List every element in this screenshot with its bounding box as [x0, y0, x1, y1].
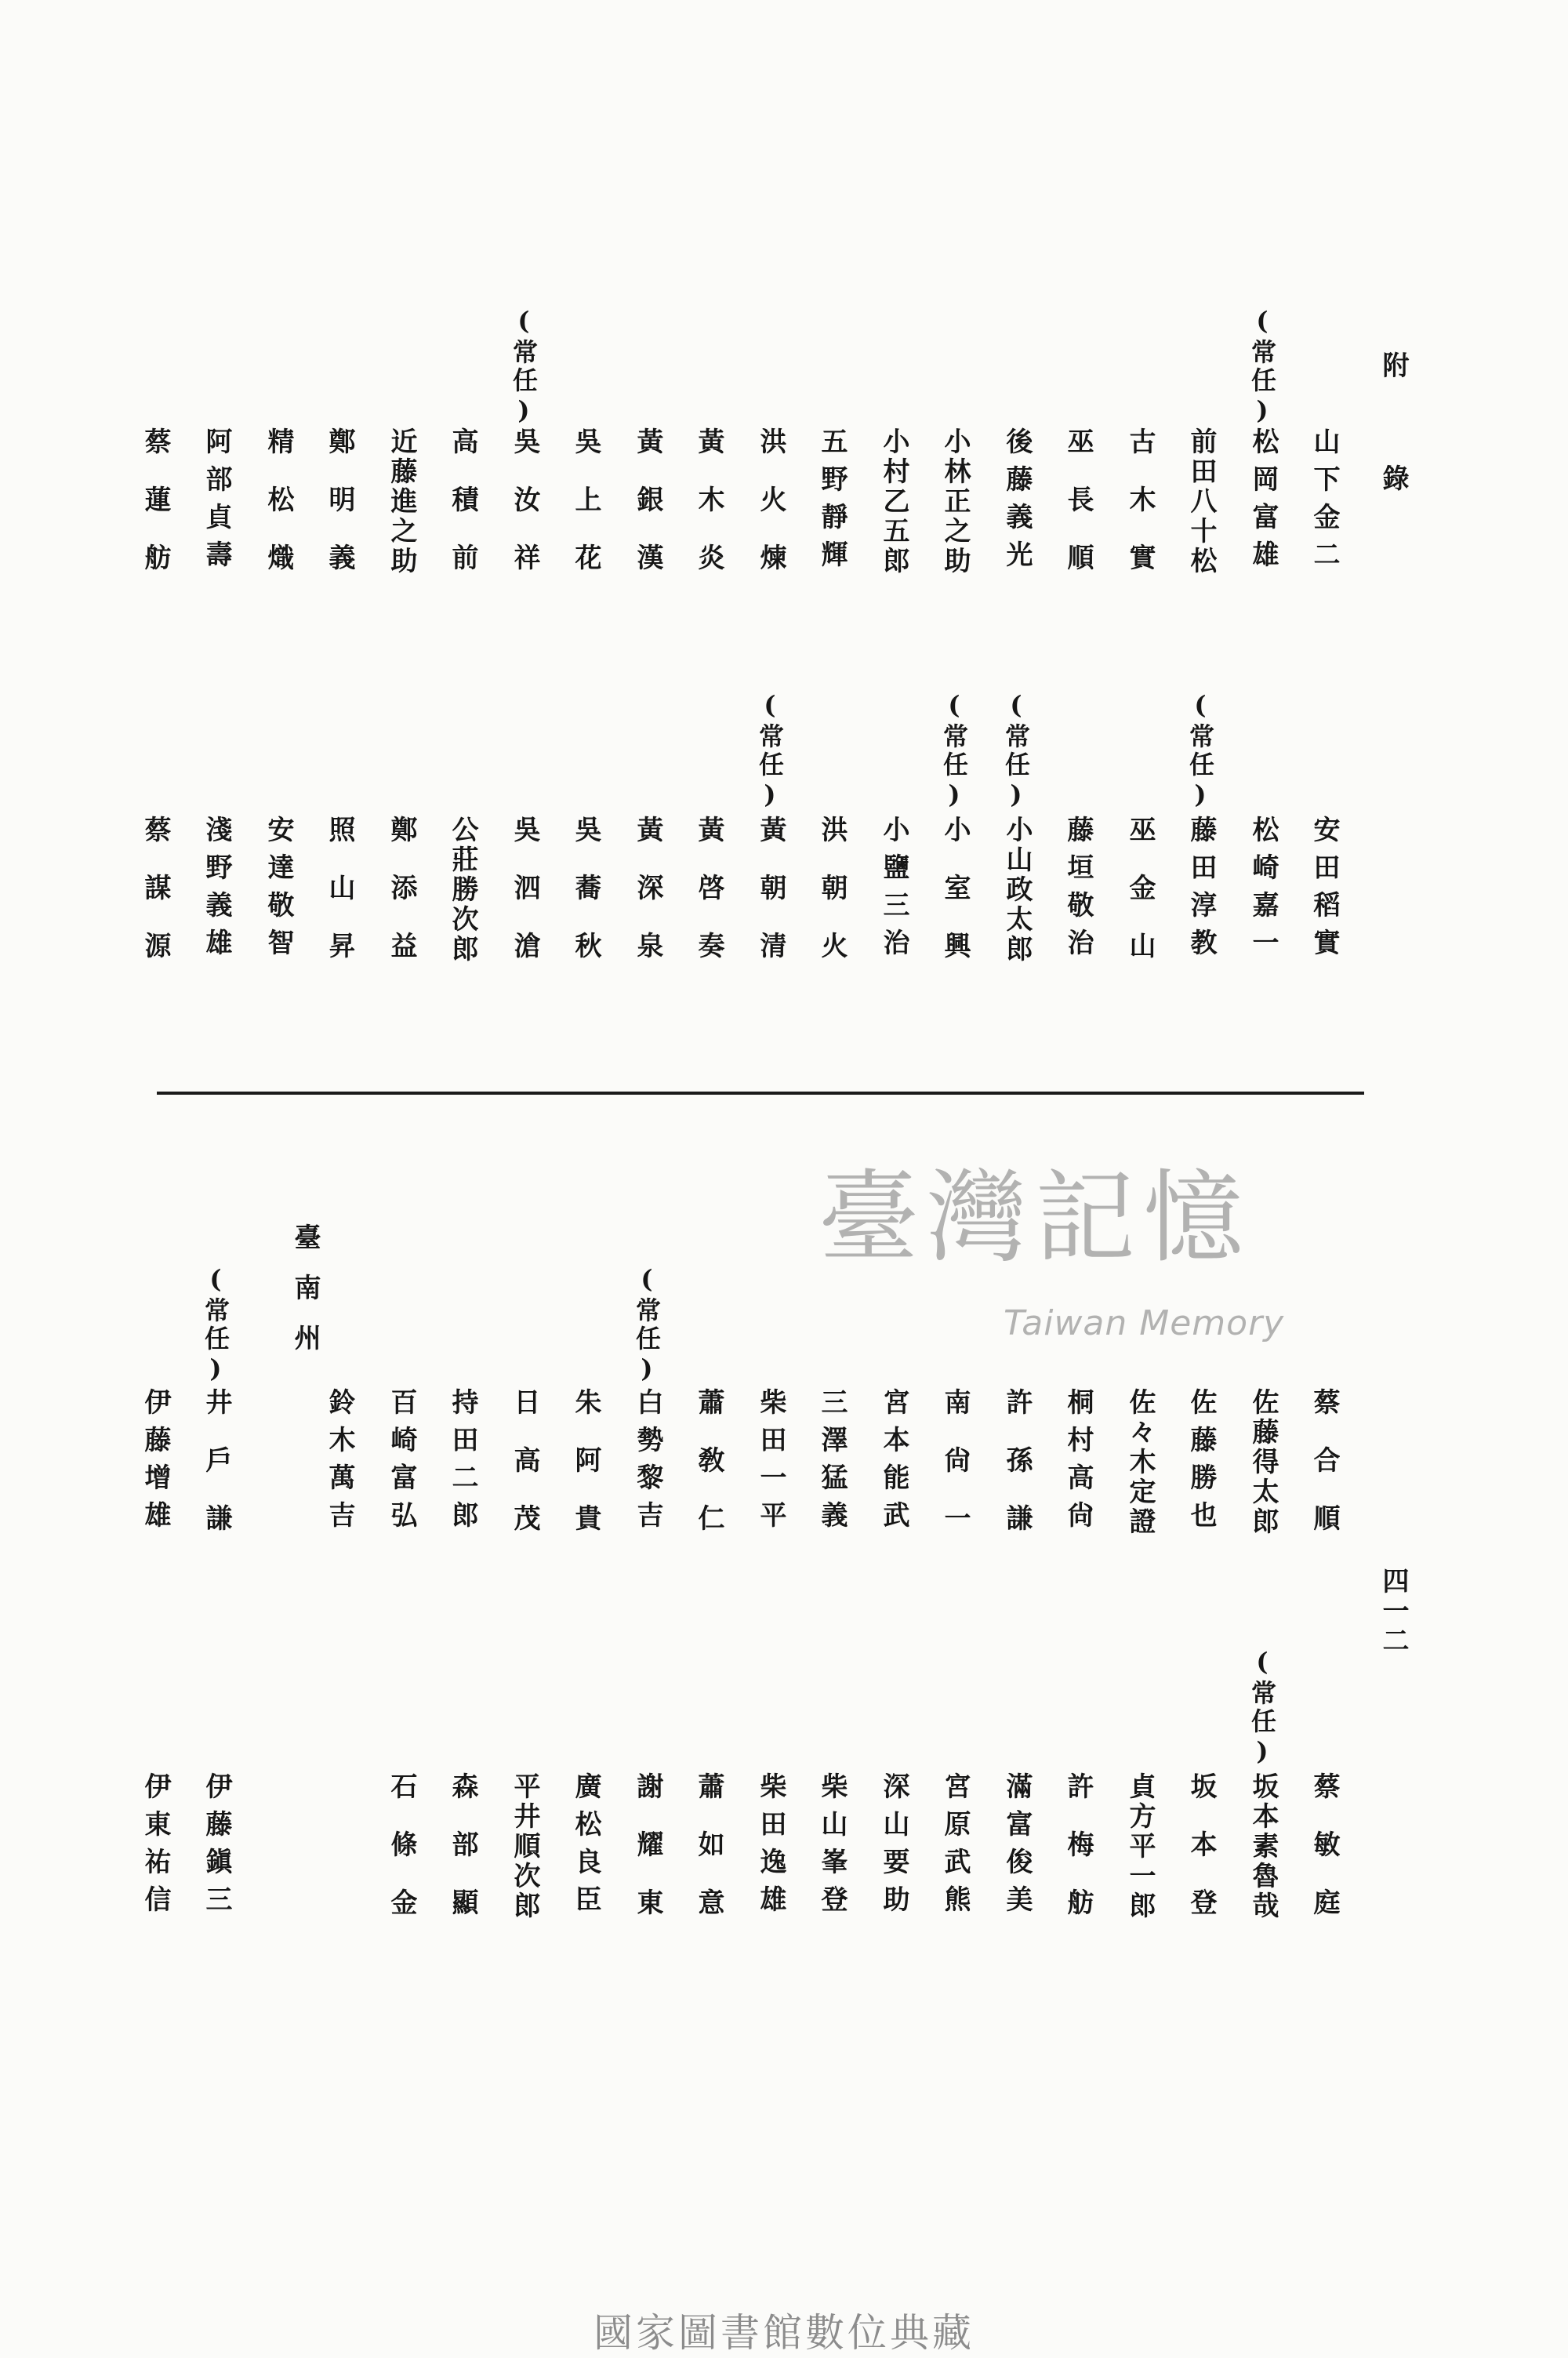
- name-entry: 日高茂: [509, 1388, 540, 1562]
- name-entry: 阿部貞壽: [201, 427, 232, 578]
- name-entry: 照山昇: [324, 816, 355, 990]
- name-entry: 伊藤增雄: [140, 1388, 171, 1539]
- role-note: (常任): [1247, 306, 1277, 428]
- name-entry: 森部顯: [447, 1772, 478, 1946]
- name-entry: 後藤義光: [1001, 427, 1033, 578]
- name-entry: 近藤進之助: [386, 427, 417, 576]
- name-entry: 平井順次郎: [509, 1772, 540, 1921]
- name-entry: 吳汝祥: [509, 427, 540, 601]
- watermark-subtitle: Taiwan Memory: [1004, 1303, 1285, 1343]
- name-entry: 蕭敎仁: [693, 1388, 724, 1562]
- name-entry: 公莊勝次郎: [447, 816, 478, 965]
- name-entry: 許孫謙: [1001, 1388, 1033, 1562]
- name-entry: 廣松良臣: [570, 1772, 601, 1923]
- prefecture-heading: 臺南州: [289, 1223, 321, 1374]
- watermark-title: 臺灣記憶: [818, 1160, 1251, 1277]
- name-entry: 鄭添益: [386, 816, 417, 990]
- name-entry: 洪朝火: [816, 816, 848, 990]
- name-entry: 黃啓奏: [693, 816, 724, 990]
- name-entry: 蕭如意: [693, 1772, 724, 1946]
- name-entry: 持田二郎: [447, 1388, 478, 1539]
- name-entry: 宮原武熊: [939, 1772, 971, 1923]
- name-entry: 松岡富雄: [1247, 427, 1279, 578]
- name-entry: 佐藤勝也: [1185, 1388, 1217, 1539]
- section-divider: [157, 1092, 1364, 1095]
- name-entry: 精松熾: [263, 427, 294, 601]
- name-entry: 南尙一: [939, 1388, 971, 1562]
- role-note: (常任): [1247, 1647, 1277, 1769]
- name-entry: 黃朝清: [755, 816, 786, 990]
- name-entry: 小村乙五郎: [878, 427, 909, 576]
- name-entry: 蔡蓮舫: [140, 427, 171, 601]
- name-entry: 山下金二: [1308, 427, 1340, 578]
- name-entry: 黃銀漢: [632, 427, 663, 601]
- name-entry: 安田稻實: [1308, 816, 1340, 966]
- section-title: 附錄: [1377, 351, 1409, 577]
- name-entry: 古木實: [1124, 427, 1156, 601]
- name-entry: 淺野義雄: [201, 816, 232, 966]
- name-entry: 藤田淳教: [1185, 816, 1217, 966]
- name-entry: 柴田逸雄: [755, 1772, 786, 1923]
- name-entry: 松崎嘉一: [1247, 816, 1279, 966]
- name-entry: 井戶謙: [201, 1388, 232, 1562]
- name-entry: 佐々木定證: [1124, 1388, 1156, 1537]
- name-entry: 三澤猛義: [816, 1388, 848, 1539]
- name-entry: 安達敬智: [263, 816, 294, 966]
- name-entry: 桐村高尙: [1062, 1388, 1094, 1539]
- name-entry: 洪火煉: [755, 427, 786, 601]
- role-note: (常任): [939, 690, 969, 812]
- name-entry: 鄭明義: [324, 427, 355, 601]
- name-entry: 百崎富弘: [386, 1388, 417, 1539]
- name-entry: 佐藤得太郎: [1247, 1388, 1279, 1537]
- name-entry: 深山要助: [878, 1772, 909, 1923]
- name-entry: 小山政太郎: [1001, 816, 1033, 965]
- name-entry: 蔡合順: [1308, 1388, 1340, 1562]
- name-entry: 巫金山: [1124, 816, 1156, 990]
- name-entry: 坂本素魯哉: [1247, 1772, 1279, 1921]
- role-note: (常任): [632, 1264, 662, 1386]
- name-entry: 藤垣敬治: [1062, 816, 1094, 966]
- name-entry: 五野靜輝: [816, 427, 848, 578]
- name-entry: 黃木炎: [693, 427, 724, 601]
- role-note: (常任): [201, 1264, 230, 1386]
- page-number: 四一二: [1377, 1567, 1409, 1656]
- name-entry: 小鹽三治: [878, 816, 909, 966]
- name-entry: 高積前: [447, 427, 478, 601]
- name-entry: 許梅舫: [1062, 1772, 1094, 1946]
- name-entry: 吳泗滄: [509, 816, 540, 990]
- name-entry: 蔡謀源: [140, 816, 171, 990]
- name-entry: 坂本登: [1185, 1772, 1217, 1946]
- name-entry: 小室興: [939, 816, 971, 990]
- name-entry: 伊東祐信: [140, 1772, 171, 1923]
- name-entry: 吳上花: [570, 427, 601, 601]
- name-entry: 謝耀東: [632, 1772, 663, 1946]
- name-entry: 朱阿貴: [570, 1388, 601, 1562]
- role-note: (常任): [1185, 690, 1215, 812]
- name-entry: 黃深泉: [632, 816, 663, 990]
- name-entry: 滿富俊美: [1001, 1772, 1033, 1923]
- name-entry: 前田八十松: [1185, 427, 1217, 576]
- name-entry: 貞方平一郎: [1124, 1772, 1156, 1921]
- name-entry: 宮本能武: [878, 1388, 909, 1539]
- name-entry: 小林正之助: [939, 427, 971, 576]
- watermark: [776, 1160, 1294, 1357]
- name-entry: 白勢黎吉: [632, 1388, 663, 1539]
- name-entry: 吳蕎秋: [570, 816, 601, 990]
- name-entry: 蔡敏庭: [1308, 1772, 1340, 1946]
- role-note: (常任): [755, 690, 785, 812]
- role-note: (常任): [509, 306, 539, 428]
- role-note: (常任): [1001, 690, 1031, 812]
- name-entry: 伊藤鎭三: [201, 1772, 232, 1923]
- name-entry: 石條金: [386, 1772, 417, 1946]
- footer-attribution: 國家圖書館數位典藏: [593, 2310, 975, 2356]
- name-entry: 柴山峯登: [816, 1772, 848, 1923]
- name-entry: 鈴木萬吉: [324, 1388, 355, 1539]
- name-entry: 巫長順: [1062, 427, 1094, 601]
- name-entry: 柴田一平: [755, 1388, 786, 1539]
